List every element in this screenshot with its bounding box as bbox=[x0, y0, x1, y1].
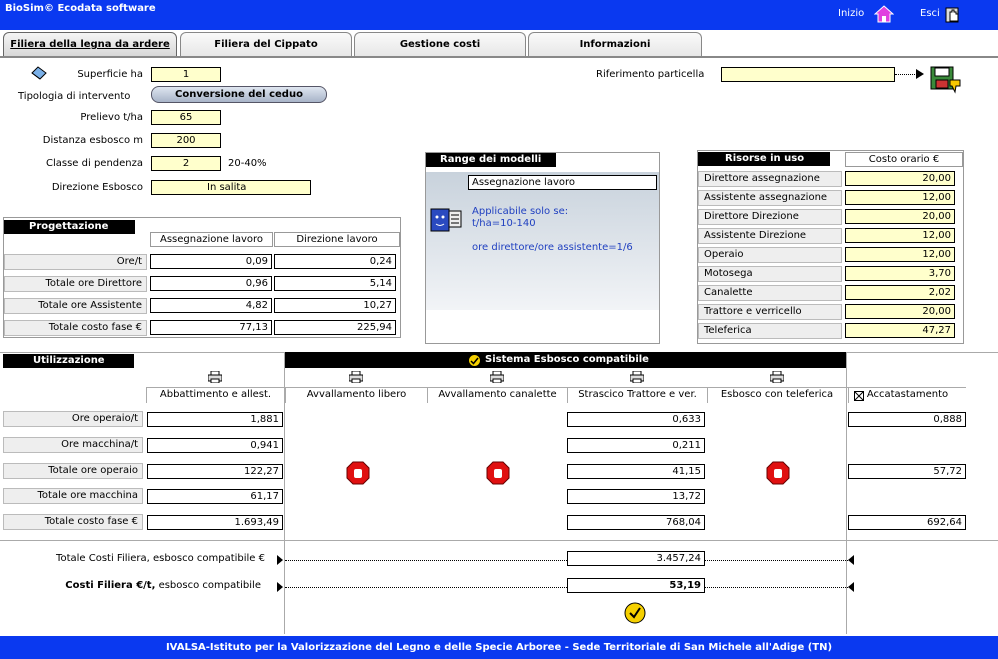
util-col-header: Abbattimento e allest. bbox=[146, 388, 284, 403]
inizio-link[interactable] bbox=[838, 8, 864, 19]
sistema-right-line bbox=[846, 352, 847, 634]
confirm-check-icon[interactable] bbox=[624, 602, 646, 624]
stop-icon-teleferica bbox=[766, 461, 790, 485]
sistema-label: Sistema Esbosco compatibile bbox=[485, 354, 649, 365]
checkbox-icon[interactable] bbox=[854, 391, 864, 401]
arrow-right-icon bbox=[277, 582, 283, 592]
progettazione-panel bbox=[3, 217, 401, 338]
tipologia-label: Tipologia di intervento bbox=[18, 91, 131, 102]
risorsa-name: Teleferica bbox=[698, 323, 842, 339]
totale-costi-label: Totale Costi Filiera, esbosco compatibile € bbox=[56, 553, 265, 564]
prog-value-direzione: 10,27 bbox=[274, 298, 396, 313]
inizio-label[interactable]: Inizio bbox=[838, 8, 865, 19]
prog-value-direzione: 225,94 bbox=[274, 320, 396, 335]
risorsa-cost[interactable]: 20,00 bbox=[845, 209, 955, 224]
print-icon[interactable] bbox=[770, 371, 784, 383]
costi-t-leader-right bbox=[705, 587, 848, 588]
prog-row-label: Totale ore Direttore bbox=[4, 276, 147, 292]
util-row-label: Totale ore macchina bbox=[3, 488, 143, 504]
costi-t-leader-left bbox=[285, 587, 567, 588]
totale-leader-left bbox=[285, 560, 567, 561]
util-value-abbattimento: 1,881 bbox=[147, 412, 283, 427]
tab-gestione-costi[interactable]: Gestione costi bbox=[354, 32, 526, 57]
util-col-header: Accatastamento bbox=[848, 388, 966, 403]
risorsa-name: Trattore e verricello bbox=[698, 304, 842, 320]
util-value-accatastamento: 692,64 bbox=[848, 515, 966, 530]
exit-hand-icon[interactable] bbox=[944, 5, 962, 25]
riferimento-leader bbox=[895, 74, 917, 75]
distanza-label: Distanza esbosco m bbox=[42, 135, 143, 146]
util-value-strascico: 41,15 bbox=[567, 464, 705, 479]
risorsa-cost[interactable]: 12,00 bbox=[845, 228, 955, 243]
arrow-right-icon bbox=[916, 69, 924, 79]
esci-label[interactable]: Esci bbox=[920, 8, 940, 19]
direzione-label: Direzione Esbosco bbox=[51, 182, 143, 193]
util-value-strascico: 768,04 bbox=[567, 515, 705, 530]
util-value-abbattimento: 1.693,49 bbox=[147, 515, 283, 530]
util-value-strascico: 0,211 bbox=[567, 438, 705, 453]
arrow-right-icon bbox=[277, 555, 283, 565]
prog-value-assegnazione: 0,96 bbox=[150, 276, 272, 291]
risorse-col-header: Costo orario € bbox=[845, 152, 963, 167]
totali-top-line bbox=[0, 540, 998, 541]
range-panel bbox=[425, 152, 660, 344]
distanza-input[interactable]: 200 bbox=[151, 133, 221, 148]
tab-cippato[interactable]: Filiera del Cippato bbox=[180, 32, 352, 57]
print-icon[interactable] bbox=[208, 371, 222, 383]
risorsa-name: Assistente assegnazione bbox=[698, 190, 842, 206]
pendenza-label: Classe di pendenza bbox=[46, 158, 143, 169]
stop-icon-avvallamento-canalette bbox=[486, 461, 510, 485]
tab-divider bbox=[0, 56, 998, 58]
risorse-panel bbox=[697, 150, 964, 344]
util-col-header: Avvallamento libero bbox=[285, 388, 427, 403]
costi-t-label bbox=[10, 580, 261, 591]
prog-value-direzione: 0,24 bbox=[274, 254, 396, 269]
util-value-abbattimento: 0,941 bbox=[147, 438, 283, 453]
home-icon[interactable] bbox=[874, 5, 894, 23]
print-icon[interactable] bbox=[349, 371, 363, 383]
costi-t-value: 53,19 bbox=[567, 578, 705, 593]
util-value-abbattimento: 122,27 bbox=[147, 464, 283, 479]
prog-value-assegnazione: 4,82 bbox=[150, 298, 272, 313]
prog-row-label: Totale costo fase € bbox=[4, 320, 147, 336]
util-col-header: Strascico Trattore e ver. bbox=[567, 388, 707, 403]
footer: IVALSA-Istituto per la Valorizzazione del Legno e delle Specie Arboree - Sede Territoriale di San Michele all'Adige (TN) bbox=[0, 636, 998, 659]
title-bar bbox=[0, 0, 998, 30]
prog-value-direzione: 5,14 bbox=[274, 276, 396, 291]
util-row-label: Totale ore operaio bbox=[3, 463, 143, 479]
riferimento-input[interactable] bbox=[721, 67, 895, 82]
prog-value-assegnazione: 77,13 bbox=[150, 320, 272, 335]
risorsa-cost[interactable]: 20,00 bbox=[845, 171, 955, 186]
costi-t-label-rest: esbosco compatibile bbox=[155, 580, 261, 591]
util-value-accatastamento: 57,72 bbox=[848, 464, 966, 479]
check-icon bbox=[468, 354, 481, 367]
progettazione-title: Progettazione bbox=[4, 220, 135, 234]
util-col-header: Avvallamento canalette bbox=[427, 388, 567, 403]
risorsa-cost[interactable]: 47,27 bbox=[845, 323, 955, 338]
superficie-label: Superficie ha bbox=[77, 69, 143, 80]
prog-value-assegnazione: 0,09 bbox=[150, 254, 272, 269]
tab-legna[interactable]: Filiera della legna da ardere bbox=[3, 32, 177, 57]
risorsa-name: Operaio bbox=[698, 247, 842, 263]
tab-informazioni[interactable]: Informazioni bbox=[528, 32, 702, 57]
tipologia-button[interactable]: Conversione del ceduo bbox=[151, 86, 327, 103]
stop-icon-avvallamento-libero bbox=[346, 461, 370, 485]
app-title: BioSim© Ecodata software bbox=[5, 3, 156, 14]
risorsa-cost[interactable]: 3,70 bbox=[845, 266, 955, 281]
arrow-left-icon bbox=[848, 555, 854, 565]
range-line3: ore direttore/ore assistente=1/6 bbox=[472, 242, 633, 253]
print-icon[interactable] bbox=[490, 371, 504, 383]
range-line2: t/ha=10-140 bbox=[472, 218, 536, 229]
util-value-strascico: 13,72 bbox=[567, 489, 705, 504]
tab-bar bbox=[0, 30, 998, 57]
pendenza-input[interactable]: 2 bbox=[151, 156, 221, 171]
util-value-abbattimento: 61,17 bbox=[147, 489, 283, 504]
costi-t-label-bold: Costi Filiera €/t, bbox=[65, 580, 156, 591]
risorsa-name: Canalette bbox=[698, 285, 842, 301]
range-select[interactable]: Assegnazione lavoro bbox=[468, 175, 657, 190]
prog-col-assegnazione: Assegnazione lavoro bbox=[150, 232, 273, 247]
prelievo-input[interactable]: 65 bbox=[151, 110, 221, 125]
util-row-label: Totale costo fase € bbox=[3, 514, 143, 530]
util-row-label: Ore operaio/t bbox=[3, 411, 143, 427]
risorsa-cost[interactable]: 12,00 bbox=[845, 190, 955, 205]
range-title: Range dei modelli bbox=[426, 153, 556, 167]
util-row-label: Ore macchina/t bbox=[3, 437, 143, 453]
risorse-title: Risorse in uso bbox=[698, 152, 830, 166]
save-icon[interactable] bbox=[930, 66, 962, 94]
esci-link[interactable] bbox=[920, 8, 940, 19]
help-face-icon bbox=[429, 205, 463, 237]
utilizzazione-title: Utilizzazione bbox=[3, 354, 134, 368]
risorsa-cost[interactable]: 20,00 bbox=[845, 304, 955, 319]
arrow-left-icon bbox=[848, 582, 854, 592]
risorsa-name: Direttore Direzione bbox=[698, 209, 842, 225]
risorsa-name: Assistente Direzione bbox=[698, 228, 842, 244]
risorsa-cost[interactable]: 12,00 bbox=[845, 247, 955, 262]
direzione-select[interactable]: In salita bbox=[151, 180, 311, 195]
risorsa-cost[interactable]: 2,02 bbox=[845, 285, 955, 300]
prelievo-label: Prelievo t/ha bbox=[80, 112, 143, 123]
util-col-header: Esbosco con teleferica bbox=[707, 388, 846, 403]
pendenza-range: 20-40% bbox=[228, 158, 267, 169]
prog-row-label: Ore/t bbox=[4, 254, 147, 270]
util-value-accatastamento: 0,888 bbox=[848, 412, 966, 427]
riferimento-label: Riferimento particella bbox=[596, 69, 705, 80]
totale-costi-value: 3.457,24 bbox=[567, 551, 705, 566]
range-body bbox=[426, 172, 659, 310]
range-line1: Applicabile solo se: bbox=[472, 206, 569, 217]
risorsa-name: Direttore assegnazione bbox=[698, 171, 842, 187]
util-value-strascico: 0,633 bbox=[567, 412, 705, 427]
prog-col-direzione: Direzione lavoro bbox=[274, 232, 400, 247]
risorsa-name: Motosega bbox=[698, 266, 842, 282]
superficie-input[interactable]: 1 bbox=[151, 67, 221, 82]
print-icon[interactable] bbox=[630, 371, 644, 383]
totale-leader-right bbox=[705, 560, 848, 561]
prog-row-label: Totale ore Assistente bbox=[4, 298, 147, 314]
